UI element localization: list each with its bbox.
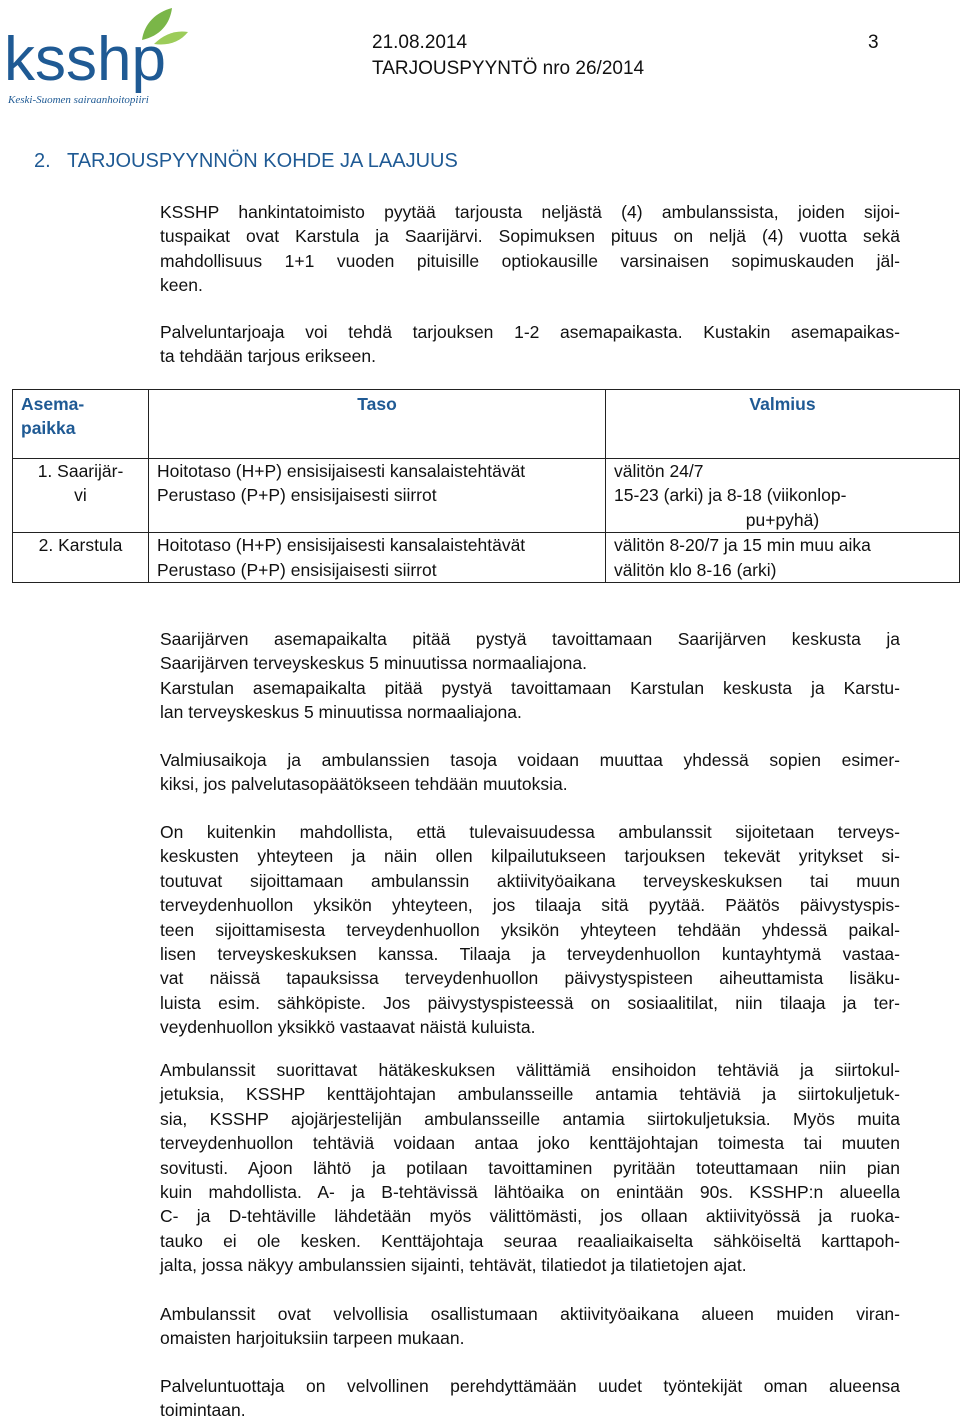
paragraph-tasks (160, 1058, 900, 1278)
intro-paragraph-1 (160, 200, 900, 298)
text-line: kiksi, jos palvelutasopäätökseen tehdään muutoksia. (160, 774, 568, 795)
text-line: sovitusti. Ajoon lähtö ja potilaan tavoittaminen pyritään toteuttamaan niin pian (160, 1157, 900, 1178)
header-readiness: Valmius (606, 390, 960, 459)
text-line: lisen terveyskeskuksen kanssa. Tilaaja ja terveydenhuollon kuntayhtymä vastaa- (160, 944, 900, 965)
stations-table (12, 389, 960, 583)
intro-paragraph-2 (160, 320, 900, 369)
text-line: luista esim. sähköpiste. Jos päivystyspisteessä on sosiaalitilat, niin tilaaja ja ter- (160, 992, 900, 1013)
text-line: jetuksia, KSSHP kenttäjohtajan ambulansseille antamia tehtäviä ja siirtokuljetuk- (160, 1084, 900, 1105)
level-cell (149, 459, 606, 533)
text-line: Saarijärven terveyskeskus 5 minuutissa normaaliajona. (160, 653, 588, 674)
text-line: toimintaan. (160, 1400, 246, 1421)
text-line: Valmiusaikoja ja ambulanssien tasoja voidaan muuttaa yhdessä sopien esimer- (160, 750, 900, 770)
text-line: välitön 8-20/7 ja 15 min muu aika (614, 535, 871, 556)
paragraph-orientation (160, 1374, 900, 1423)
text-line: tauko ei ole kesken. Kenttäjohtaja seuraa reaaliaikaiselta sähköiseltä karttapoh- (160, 1230, 900, 1251)
text-line: tuspaikat ovat Karstula ja Saarijärvi. Sopimuksen pituus on neljä (4) vuotta sekä (160, 226, 900, 247)
paragraph-future-location (160, 820, 900, 1040)
text-line: vi (74, 485, 87, 506)
text-line: 2. Karstula (38, 535, 123, 556)
paragraph-exercises (160, 1302, 900, 1351)
logo-subtitle: Keski-Suomen sairaanhoitopiiri (8, 94, 149, 106)
section-heading: 2. TARJOUSPYYNNÖN KOHDE JA LAAJUUS (34, 150, 458, 172)
text-line: jalta, jossa näkyy ambulanssien sijainti, tehtävät, tilatiedot ja tilatietojen ajat. (160, 1255, 747, 1276)
text-line: lan terveyskeskus 5 minuutissa normaaliajona. (160, 702, 522, 723)
text-line: kuin mahdollista. A- ja B-tehtävissä lähtöaika on enintään 90s. KSSHP:n alueella (160, 1182, 900, 1203)
page-number: 3 (868, 32, 879, 53)
text-line: Palveluntuottaja on velvollinen perehdyttämään uudet työntekijät oman alueensa (160, 1376, 900, 1396)
text-line: vat näissä tapauksissa terveydenhuollon päivystyspisteen aiheuttamista lisäku- (160, 968, 900, 989)
text-line: teen sijoittamisesta terveydenhuollon yksikön yhteyteen tehdään yhdessä paikal- (160, 919, 900, 940)
table-row (13, 533, 960, 583)
text-line: terveydenhuollon yksikön yhteyteen, jos tilaaja sitä pyytää. Päätös päivystyspis- (160, 895, 900, 916)
readiness-cell (606, 533, 960, 583)
text-line: keen. (160, 275, 203, 296)
text-line: sia, KSSHP ajojärjestelijän ambulansseille antamia siirtokuljetuksia. Myös muita (160, 1108, 900, 1129)
text-line: Ambulanssit suorittavat hätäkeskuksen välittämiä ensihoidon tehtäviä ja siirtokul- (160, 1060, 900, 1080)
ksshp-logo (4, 4, 194, 108)
text-line: 1. Saarijär- (37, 461, 124, 481)
paragraph-readiness-changes (160, 748, 900, 797)
logo-graphic (4, 4, 194, 108)
header-date: 21.08.2014 (372, 32, 468, 53)
text-line: Karstulan asemapaikalta pitää pystyä tavoittamaan Karstulan keskusta ja Karstu- (160, 677, 900, 698)
text-line: C- ja D-tehtäville lähdetään myös välittömästi, jos ollaan aktiivityössä ja ruoka- (160, 1206, 900, 1227)
text-line: ta tehdään tarjous erikseen. (160, 346, 376, 367)
readiness-cell (606, 459, 960, 533)
text-line: Saarijärven asemapaikalta pitää pystyä tavoittamaan Saarijärven keskusta ja (160, 629, 900, 649)
table-header-row (13, 390, 960, 459)
text-line: Perustaso (P+P) ensisijaisesti siirrot (157, 559, 437, 580)
text-line: veydenhuollon yksikkö vastaavat näistä kuluista. (160, 1017, 536, 1038)
text-line: Hoitotaso (H+P) ensisijaisesti kansalaistehtävät (157, 461, 526, 481)
text-line: terveydenhuollon tehtäviä voidaan antaa joko kenttäjohtajan toimesta tai muuten (160, 1133, 900, 1154)
document-title: TARJOUSPYYNTÖ nro 26/2014 (372, 58, 645, 79)
text-line: välitön 24/7 (614, 461, 704, 481)
text-line: omaisten harjoituksiin tarpeen mukaan. (160, 1328, 465, 1349)
text-line: välitön klo 8-16 (arki) (614, 559, 777, 580)
text-line: Palveluntarjoaja voi tehdä tarjouksen 1-2 asemapaikasta. Kustakin asemapaikas- (160, 322, 900, 342)
text-line: 15-23 (arki) ja 8-18 (viikonlop- (614, 485, 847, 506)
text-line: mahdollisuus 1+1 vuoden pituisille optiokausille varsinaisen sopimuskauden jäl- (160, 250, 900, 271)
text-line: KSSHP hankintatoimisto pyytää tarjousta neljästä (4) ambulanssista, joiden sijoi- (160, 202, 900, 222)
station-cell (13, 533, 149, 583)
text-line: pu+pyhä) (745, 509, 820, 530)
paragraph-reach-times (160, 627, 900, 725)
header-level: Taso (149, 390, 606, 459)
text-line: Ambulanssit ovat velvollisia osallistumaan aktiivityöaikana alueen muiden viran- (160, 1304, 900, 1324)
station-cell (13, 459, 149, 533)
table-row (13, 459, 960, 533)
text-line: toutuvat sijoittamaan ambulanssin aktiivityöaikana terveyskeskuksen tai muun (160, 870, 900, 891)
text-line: Hoitotaso (H+P) ensisijaisesti kansalaistehtävät (157, 535, 526, 556)
text-line: On kuitenkin mahdollista, että tulevaisuudessa ambulanssit sijoitetaan terveys- (160, 822, 900, 842)
logo-wordmark: ksshp (4, 25, 166, 94)
level-cell (149, 533, 606, 583)
header-station: Asema- paikka (13, 390, 149, 459)
text-line: Perustaso (P+P) ensisijaisesti siirrot (157, 485, 437, 506)
text-line: keskusten yhteyteen ja näin ollen kilpailutukseen tarjouksen tekevät yritykset si- (160, 846, 900, 867)
